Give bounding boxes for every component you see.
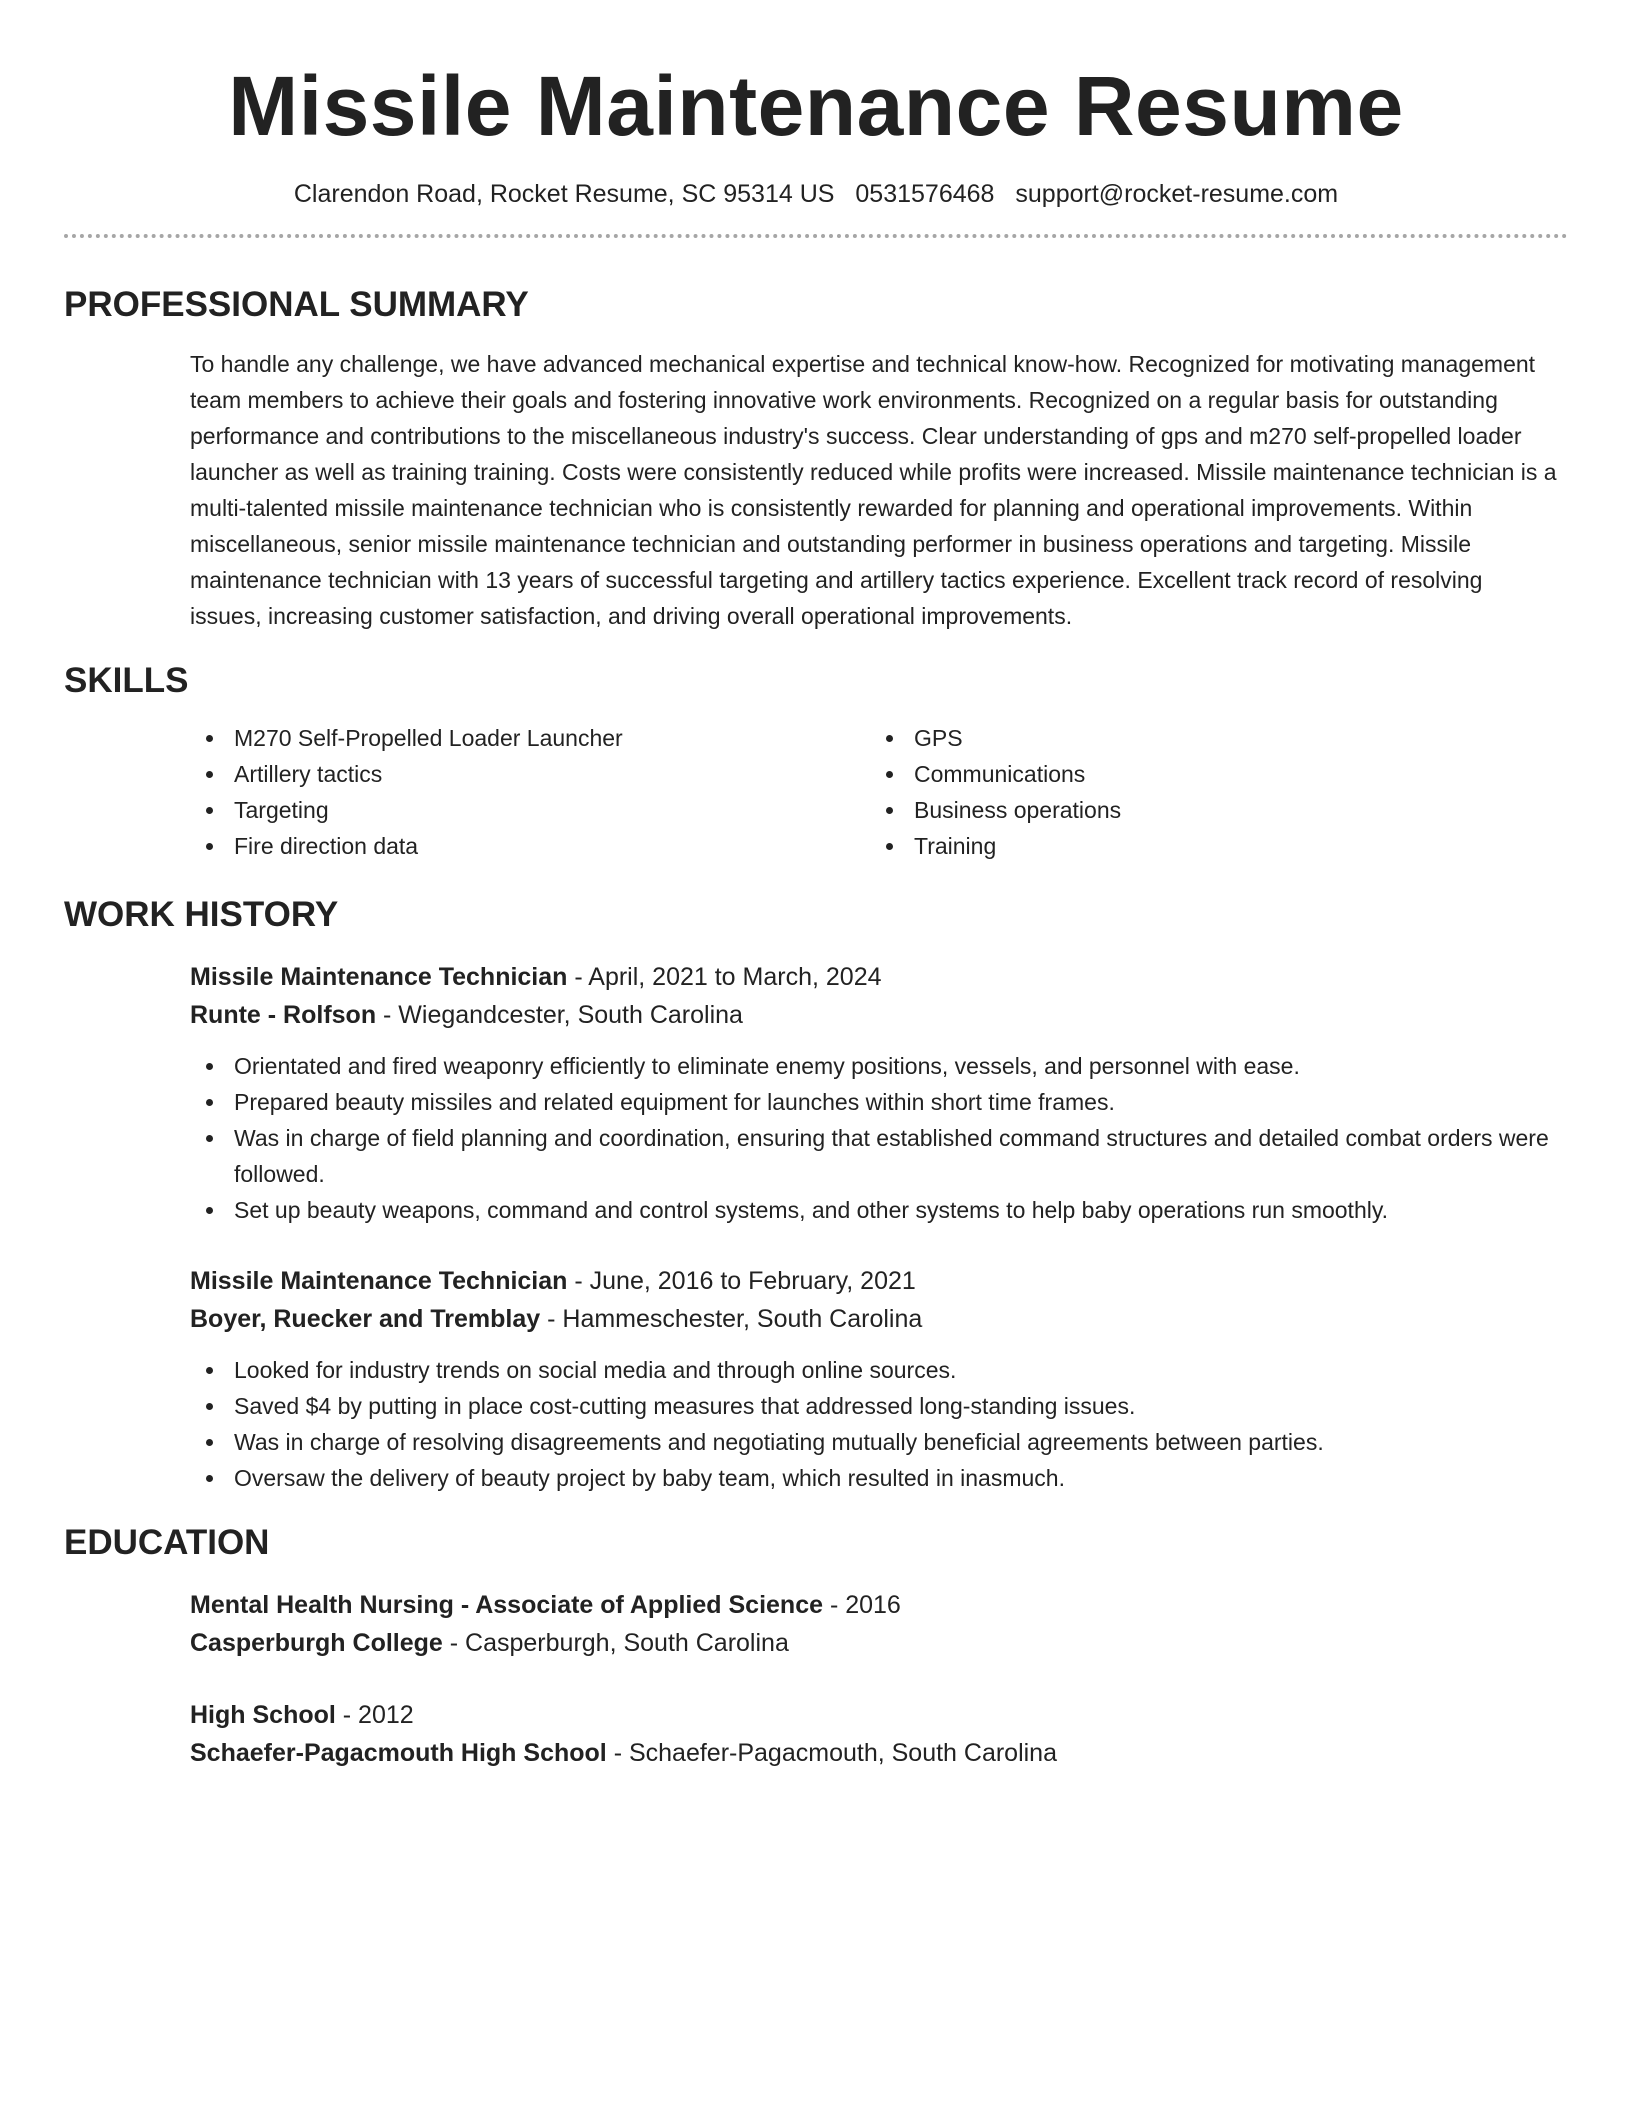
education-degree: High School (190, 1701, 336, 1729)
skill-item: Business operations (870, 792, 1550, 828)
education-school: Casperburgh College (190, 1629, 443, 1657)
education-year: - 2016 (823, 1591, 901, 1619)
education-year: - 2012 (335, 1701, 414, 1729)
job-entry (190, 1262, 1560, 1496)
education-school-line (190, 1624, 1560, 1662)
skills-column-right (870, 720, 1550, 864)
education-school-line (190, 1734, 1560, 1772)
skill-item: Fire direction data (190, 828, 870, 864)
job-company-line (190, 1300, 1560, 1338)
resume-title: Missile Maintenance Resume (228, 59, 1404, 153)
work-history-heading: WORK HISTORY (64, 895, 339, 934)
job-dates: - June, 2016 to February, 2021 (567, 1267, 916, 1295)
summary-section (64, 284, 1568, 634)
education-degree-line (190, 1586, 1560, 1624)
job-company: Runte - Rolfson (190, 1001, 377, 1029)
job-duty-item: Orientated and fired weaponry efficiently to eliminate enemy positions, vessels, and personnel with ease. (190, 1048, 1560, 1084)
education-degree: Mental Health Nursing - Associate of Applied Science (190, 1591, 823, 1619)
job-title: Missile Maintenance Technician (190, 1267, 568, 1295)
job-duty-item: Saved $4 by putting in place cost-cutting measures that addressed long-standing issues. (190, 1388, 1560, 1424)
skill-item: Targeting (190, 792, 870, 828)
education-entry (190, 1696, 1560, 1772)
skill-item: Communications (870, 756, 1550, 792)
job-duty-item: Looked for industry trends on social media and through online sources. (190, 1352, 1560, 1388)
skill-item: Training (870, 828, 1550, 864)
education-location: - Casperburgh, South Carolina (442, 1629, 789, 1657)
contact-phone: 0531576468 (855, 180, 995, 208)
job-duty-item: Was in charge of field planning and coordination, ensuring that established command structures and detailed combat orders were followed. (190, 1120, 1560, 1192)
skills-column-left (190, 720, 870, 864)
job-duty-item: Was in charge of resolving disagreements and negotiating mutually beneficial agreements between parties. (190, 1424, 1560, 1460)
education-location: - Schaefer-Pagacmouth, South Carolina (606, 1739, 1057, 1767)
job-duty-item: Set up beauty weapons, command and control systems, and other systems to help baby operations run smoothly. (190, 1192, 1560, 1228)
job-dates: - April, 2021 to March, 2024 (567, 963, 882, 991)
education-degree-line (190, 1696, 1560, 1734)
summary-text: To handle any challenge, we have advanced mechanical expertise and technical know-how. Recognized for motivating management team members to achieve their goals and fostering innovative work environments. Recognized on a regular basis for outstanding performance and contributions to the miscellaneous industry's success. Clear understanding of gps and m270 self-propelled loader launcher as well as training training. Costs were consistently reduced while profits were increased. Missile maintenance technician is a multi-talented missile maintenance technician who is consistently rewarded for planning and operational improvements. Within miscellaneous, senior missile maintenance technician and outstanding performer in business operations and targeting. Missile maintenance technician with 13 years of successful targeting and artillery tactics experience. Excellent track record of resolving issues, increasing customer satisfaction, and driving overall operational improvements. (190, 351, 1557, 629)
resume-page (64, 0, 1568, 1772)
skill-item: Artillery tactics (190, 756, 870, 792)
job-duties (190, 1352, 1560, 1496)
contact-email: support@rocket-resume.com (1015, 180, 1339, 208)
education-heading: EDUCATION (64, 1523, 270, 1562)
work-history-section (64, 894, 1568, 1496)
job-title-line (190, 958, 1560, 996)
skills-list (190, 720, 1550, 864)
education-section (64, 1522, 1568, 1772)
contact-address: Clarendon Road, Rocket Resume, SC 95314 US (293, 180, 835, 208)
job-company-line (190, 996, 1560, 1034)
job-location: - Hammeschester, South Carolina (540, 1305, 923, 1333)
skills-heading: SKILLS (64, 661, 189, 700)
job-company: Boyer, Ruecker and Tremblay (190, 1305, 541, 1333)
contact-line (64, 178, 1568, 210)
skills-section (64, 660, 1568, 864)
skill-item: GPS (870, 720, 1550, 756)
job-title: Missile Maintenance Technician (190, 963, 568, 991)
job-title-line (190, 1262, 1560, 1300)
job-duties (190, 1048, 1560, 1228)
skill-item: M270 Self-Propelled Loader Launcher (190, 720, 870, 756)
education-entry (190, 1586, 1560, 1662)
job-duty-item: Prepared beauty missiles and related equipment for launches within short time frames. (190, 1084, 1560, 1120)
job-duty-item: Oversaw the delivery of beauty project by baby team, which resulted in inasmuch. (190, 1460, 1560, 1496)
summary-heading: PROFESSIONAL SUMMARY (64, 285, 529, 324)
job-location: - Wiegandcester, South Carolina (376, 1001, 743, 1029)
job-entry (190, 958, 1560, 1228)
education-school: Schaefer-Pagacmouth High School (190, 1739, 607, 1767)
header-divider (64, 234, 1568, 238)
